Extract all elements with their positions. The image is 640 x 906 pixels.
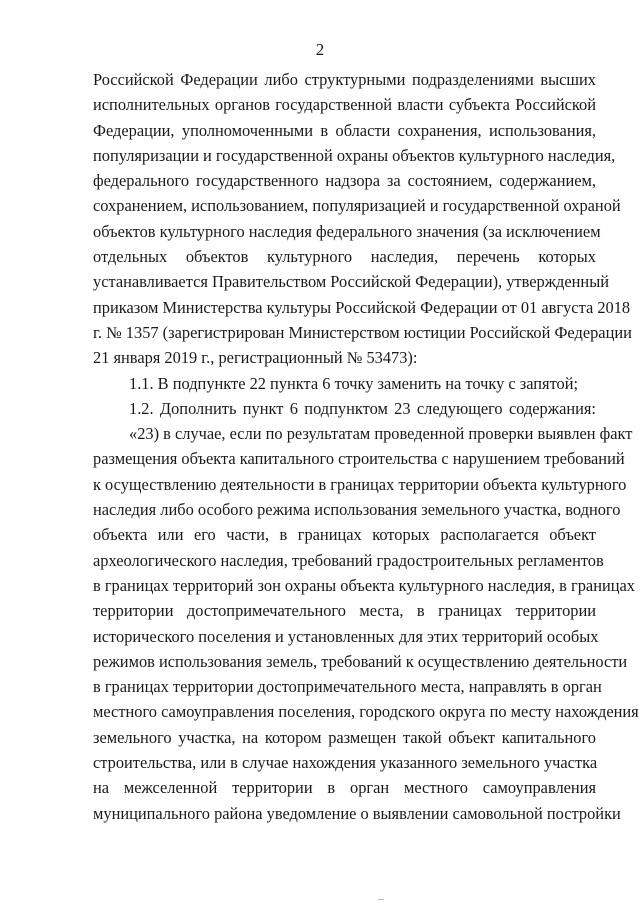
text-line: устанавливается Правительством Российской Федерации), утвержденный	[93, 272, 609, 292]
text-line: сохранением, использованием, популяризацией и государственной охраной	[93, 196, 621, 216]
paragraph-1-1: 1.1. В подпункте 22 пункта 6 точку заменить на точку с запятой;	[129, 373, 579, 393]
text-line: г. № 1357 (зарегистрирован Министерством юстиции Российской Федерации	[93, 322, 632, 342]
text-line: популяризации и государственной охраны объектов культурного наследия,	[93, 145, 616, 165]
text-line: муниципального района уведомление о выявлении самовольной постройки	[93, 803, 621, 823]
text-line: к осуществлению деятельности в границах территории объекта культурного	[93, 474, 627, 494]
text-line: в границах территорий зон охраны объекта культурного наследия, в границах	[93, 575, 635, 595]
text-line: наследия либо особого режима использования земельного участка, водного	[93, 500, 621, 520]
text-line: отдельных объектов культурного наследия, перечень которых	[93, 247, 596, 267]
text-line: объекта или его части, в границах которых располагается объект	[93, 525, 596, 545]
page-number: 2	[315, 40, 325, 59]
text-line: в границах территории достопримечательного места, направлять в орган	[93, 677, 602, 697]
text-line: объектов культурного наследия федерального значения (за исключением	[93, 221, 601, 241]
text-line: федерального государственного надзора за состоянием, содержанием,	[93, 171, 596, 191]
text-line: 21 января 2019 г., регистрационный № 53473):	[93, 348, 418, 368]
text-line: строительства, или в случае нахождения указанного земельного участка	[93, 753, 598, 773]
text-line: размещения объекта капитального строительства с нарушением требований	[93, 449, 625, 469]
paragraph-1-2: 1.2. Дополнить пункт 6 подпунктом 23 следующего содержания:	[129, 398, 596, 418]
subparagraph-23-start: «23) в случае, если по результатам проведенной проверки выявлен факт	[129, 424, 633, 444]
text-line: местного самоуправления поселения, городского округа по месту нахождения	[93, 702, 639, 722]
text-line: Федерации, уполномоченными в области сохранения, использования,	[93, 120, 596, 140]
text-line: исторического поселения и установленных для этих территорий особых	[93, 626, 599, 646]
text-line: территории достопримечательного места, в границах территории	[93, 601, 596, 621]
document-body	[93, 67, 639, 826]
text-line: земельного участка, на котором размещен такой объект капитального	[93, 727, 596, 747]
text-line: Российской Федерации либо структурными подразделениями высших	[93, 70, 596, 89]
text-line: режимов использования земель, требований к осуществлению деятельности	[93, 651, 628, 671]
text-line: археологического наследия, требований градостроительных регламентов	[93, 550, 604, 570]
text-line: приказом Министерства культуры Российской Федерации от 01 августа 2018	[93, 297, 631, 317]
text-line: исполнительных органов государственной власти субъекта Российской	[93, 95, 596, 115]
text-line: на межселенной территории в орган местного самоуправления	[93, 778, 596, 798]
